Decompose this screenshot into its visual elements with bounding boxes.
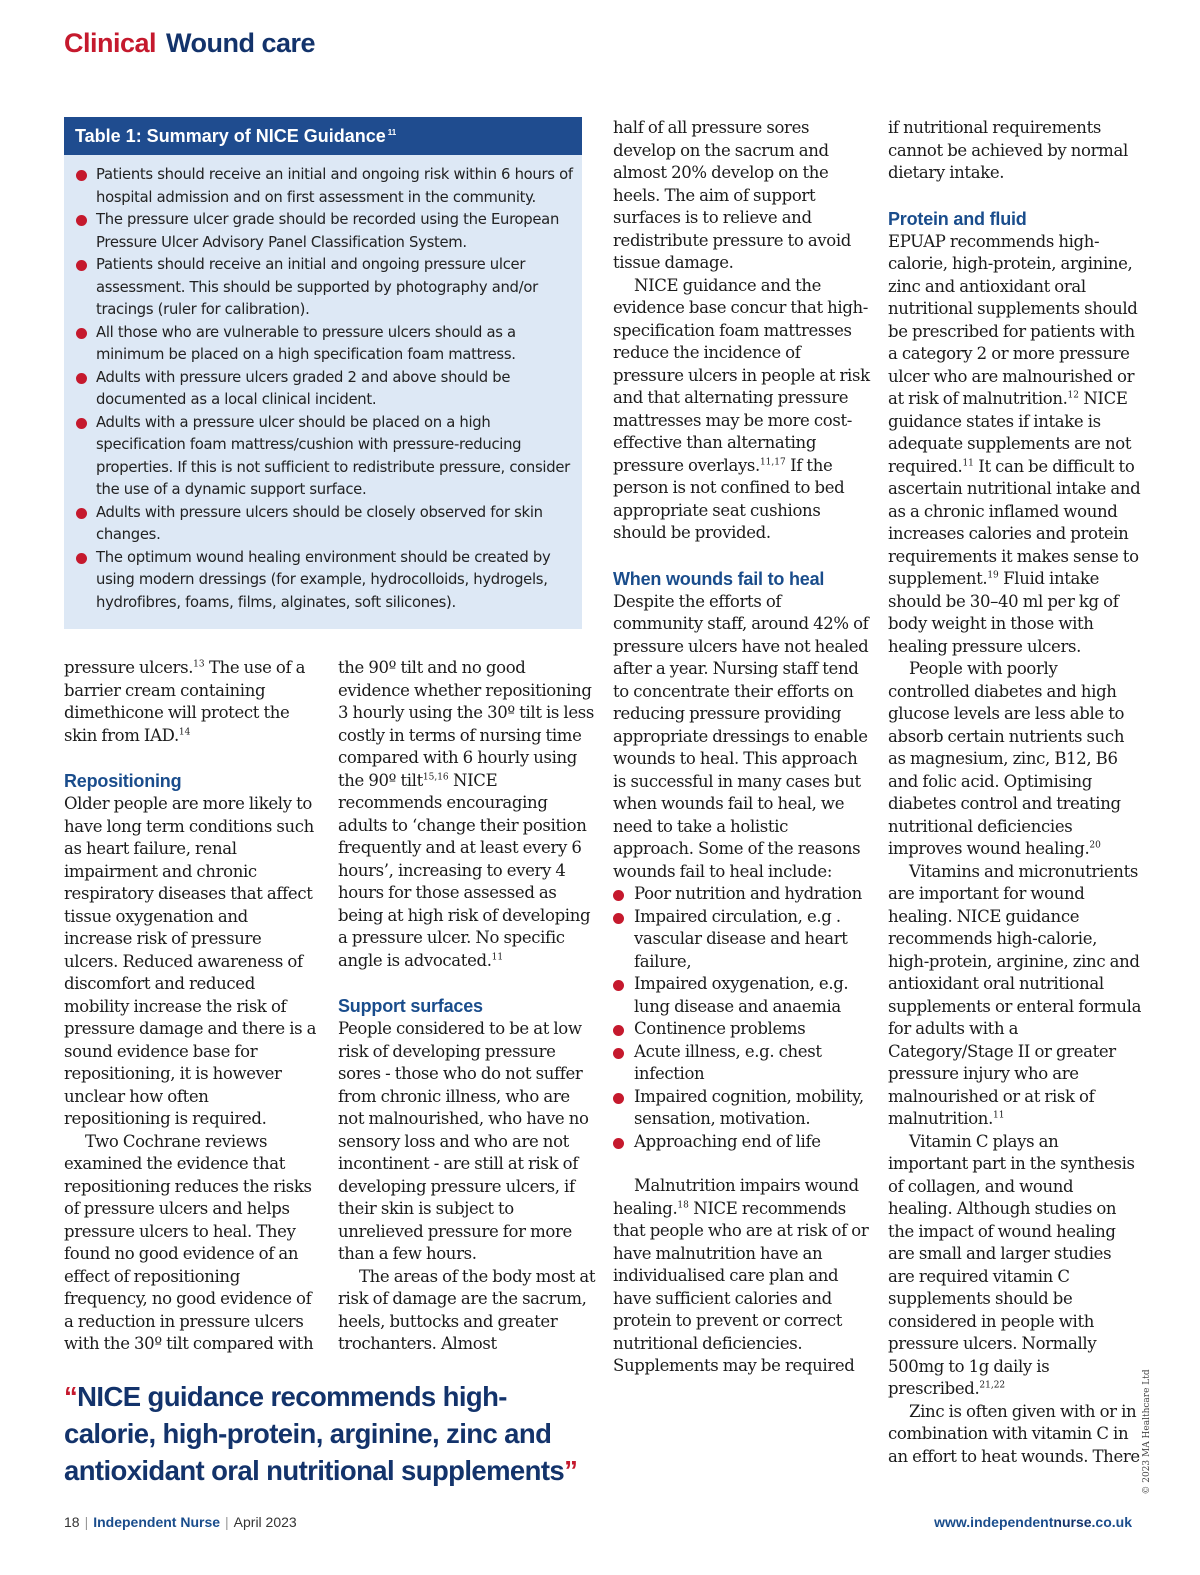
open-quote-mark: “ [64, 1381, 78, 1412]
table-item: Adults with pressure ulcers should be closely observed for skin changes. [76, 502, 574, 547]
footer-separator: | [225, 1514, 229, 1530]
list-item: Impaired circulation, e.g . vascular disease and heart failure, [613, 906, 871, 974]
citation: 20 [1089, 840, 1101, 851]
topic-label: Wound care [166, 28, 316, 58]
nice-guidance-table [64, 117, 582, 629]
bullet-icon [76, 373, 87, 384]
paragraph: if nutritional requirements cannot be achieved by normal dietary intake. [888, 118, 1128, 182]
table-item: Patients should receive an initial and ongoing risk within 6 hours of hospital admission and on first assessment in the community. [76, 164, 574, 209]
footer-folio [64, 1514, 297, 1530]
citation: 11 [491, 952, 504, 962]
bullet-icon [76, 553, 87, 564]
citation: 12 [1067, 390, 1079, 401]
paragraph: Malnutrition impairs wound healing.$^{18}$ NICE recommends that people who are at risk of or have malnutrition have an individualised care plan and have sufficient calories and protein to prevent or correct nutritional deficiencies. Supplements may be required [613, 1176, 869, 1375]
issue-date: April 2023 [233, 1514, 297, 1530]
table-title [64, 117, 582, 155]
citation: 13 [193, 659, 205, 670]
paragraph: People with poorly controlled diabetes and high glucose levels are less able to absorb certain nutrients such as magnesium, zinc, B12, B6 and folic acid. Optimising diabetes control and treating nutritional deficiencies improves wound healing.$^{20}$ [888, 659, 1125, 858]
paragraph: The areas of the body most at risk of damage are the sacrum, heels, buttocks and greater trochanters. Almost [338, 1266, 596, 1353]
bullet-icon [76, 170, 87, 181]
bullet-icon [613, 980, 624, 991]
paragraph: the 90º tilt and no good evidence whether repositioning 3 hourly using the 30º tilt is less costly in terms of nursing time compared with 6 hourly using the 90º tilt$^{15,16}$ NICE recommends encouraging adults to ‘change their position frequently and at least every 6 hours’, increasing to every 4 hours for those assessed as being at high risk of developing a pressure ulcer. No specific angle is advocated.$^{11}$ [338, 658, 595, 970]
table-list [64, 155, 582, 614]
paragraph: People considered to be at low risk of developing pressure sores - those who do not suffer from chronic illness, who are not malnourished, who have no sensory loss and who are not incontinent - are still at risk of developing pressure ulcers, if their skin is subject to unrelieved pressure for more than a few hours. [338, 1019, 589, 1263]
citation: 18 [677, 1200, 689, 1210]
reasons-list [613, 883, 871, 1153]
paragraph: Despite the efforts of community staff, around 42% of pressure ulcers have not healed after a year. Nursing staff tend to concentrate their efforts on reducing pressure providing appropriate dressings to enable wounds to heal. This approach is successful in many cases but when wounds fail to heal, we need to take a holistic approach. Some of the reasons wounds fail to heal include: [613, 591, 869, 881]
list-item: Impaired oxygenation, e.g. lung disease and anaemia [613, 973, 871, 1018]
heading-support-surfaces: Support surfaces [338, 996, 483, 1016]
paragraph: Vitamin C plays an important part in the synthesis of collagen, and wound healing. Although studies on the impact of wound healing are small and larger studies are required vitamin C supplements should be considered in people with pressure ulcers. Normally 500mg to 1g daily is prescribed.$^{21,22}$ [888, 1131, 1135, 1398]
bullet-icon [613, 890, 624, 901]
table-item: Adults with pressure ulcers graded 2 and above should be documented as a local clinical incident. [76, 367, 574, 412]
close-quote-mark: ” [564, 1455, 578, 1486]
pull-quote [64, 1378, 594, 1489]
citation: 11 [992, 1110, 1005, 1121]
table-item: The pressure ulcer grade should be recorded using the European Pressure Ulcer Advisory Panel Classification System. [76, 209, 574, 254]
bullet-icon [76, 260, 87, 271]
heading-protein-fluid: Protein and fluid [888, 208, 1027, 229]
table-title-text: Table 1: Summary of NICE Guidance [75, 126, 386, 146]
table-item: Adults with a pressure ulcer should be placed on a high specification foam mattress/cushion with pressure-reducing properties. If this is not sufficient to redistribute pressure, consider the use of a dynamic support surface. [76, 412, 574, 502]
paragraph: NICE guidance and the evidence base concur that high-specification foam mattresses reduce the incidence of pressure ulcers in people at risk and that alternating pressure mattresses may be more cost-effective than alternating pressure overlays.$^{11,17}$ If the person is not confined to bed appropriate seat cushions should be provided. [613, 275, 870, 542]
footer-url[interactable]: www.independentnurse.co.uk [934, 1514, 1132, 1530]
bullet-icon [613, 1138, 624, 1149]
paragraph: EPUAP recommends high-calorie, high-protein, arginine, zinc and antioxidant oral nutritional supplements should be prescribed for patients with a category 2 or more pressure ulcer who are malnourished or at risk of malnutrition.$^{12}$ NICE guidance states if intake is adequate supplements are not required.$^{11}$ It can be difficult to ascertain nutritional intake and as a chronic inflamed wound increases calories and protein requirements it makes sense to supplement.$^{19}$ Fluid intake should be 30–40 ml per kg of body weight in those with healing pressure ulcers. [888, 231, 1141, 656]
citation: 19 [987, 570, 999, 581]
citation: 11,17 [759, 457, 786, 467]
table-item: Patients should receive an initial and ongoing pressure ulcer assessment. This should be supported by photography and/or tracings (ruler for calibration). [76, 254, 574, 322]
bullet-icon [613, 1048, 624, 1059]
table-item: The optimum wound healing environment should be created by using modern dressings (for example, hydrocolloids, hydrogels, hydrofibres, foams, films, alginates, soft silicones). [76, 547, 574, 615]
heading-repositioning: Repositioning [64, 771, 182, 791]
list-item: Continence problems [613, 1018, 871, 1041]
list-item: Impaired cognition, mobility, sensation, motivation. [613, 1086, 871, 1131]
footer-separator: | [84, 1514, 89, 1530]
citation: 11 [962, 458, 974, 468]
bullet-icon [76, 215, 87, 226]
list-item: Acute illness, e.g. chest infection [613, 1041, 871, 1086]
table-title-ref: 11 [387, 128, 397, 137]
citation: 15,16 [422, 772, 449, 782]
citation: 21,22 [979, 1380, 1006, 1391]
list-item: Approaching end of life [613, 1131, 871, 1154]
paragraph: pressure ulcers.$^{13}$ The use of a barrier cream containing dimethicone will protect the skin from IAD.$^{14}$ [64, 658, 306, 745]
bullet-icon [613, 913, 624, 924]
text-column-1 [64, 657, 318, 1356]
bullet-icon [76, 508, 87, 519]
text-column-3 [613, 117, 871, 1378]
text-column-2 [338, 657, 596, 1356]
table-item: All those who are vulnerable to pressure ulcers should as a minimum be placed on a high specification foam mattress. [76, 322, 574, 367]
paragraph: Two Cochrane reviews examined the evidence that repositioning reduces the risks of pressure ulcers and helps pressure ulcers to heal. They found no good evidence of an effect of repositioning frequency, no good evidence of a reduction in pressure ulcers with the 30º tilt compared with [64, 1131, 314, 1353]
bullet-icon [76, 328, 87, 339]
pull-quote-text: NICE guidance recommends high-calorie, high-protein, arginine, zinc and antioxidant oral nutritional supplements [64, 1381, 565, 1486]
bullet-icon [613, 1093, 624, 1104]
bullet-icon [76, 418, 87, 429]
paragraph: Older people are more likely to have long term conditions such as heart failure, renal impairment and chronic respiratory diseases that affect tissue oxygenation and increase risk of pressure ulcers. Reduced awareness of discomfort and reduced mobility increase the risk of pressure damage and there is a sound evidence base for repositioning, it is however unclear how often repositioning is required. [64, 794, 317, 1128]
citation: 14 [178, 727, 191, 737]
paragraph: Zinc is often given with or in combination with vitamin C in an effort to heat wounds. There [888, 1401, 1140, 1466]
heading-wounds-fail: When wounds fail to heal [613, 568, 825, 589]
list-item: Poor nutrition and hydration [613, 883, 871, 906]
paragraph: Vitamins and micronutrients are important for wound healing. NICE guidance recommends high-calorie, high-protein, arginine, zinc and antioxidant oral nutritional supplements or enteral formula for adults with a Category/Stage II or greater pressure injury who are malnourished or at risk of malnutrition.$^{11}$ [888, 861, 1142, 1128]
paragraph: half of all pressure sores develop on the sacrum and almost 20% develop on the heels. The aim of support surfaces is to relieve and redistribute pressure to avoid tissue damage. [613, 118, 851, 272]
section-label: Clinical [64, 28, 157, 58]
copyright-notice: © 2023 MA Healthcare Ltd [1142, 1369, 1152, 1495]
bullet-icon [613, 1025, 624, 1036]
page-number: 18 [64, 1514, 80, 1530]
section-header [64, 28, 315, 59]
publication-name: Independent Nurse [93, 1514, 221, 1530]
text-column-4 [888, 117, 1142, 1468]
